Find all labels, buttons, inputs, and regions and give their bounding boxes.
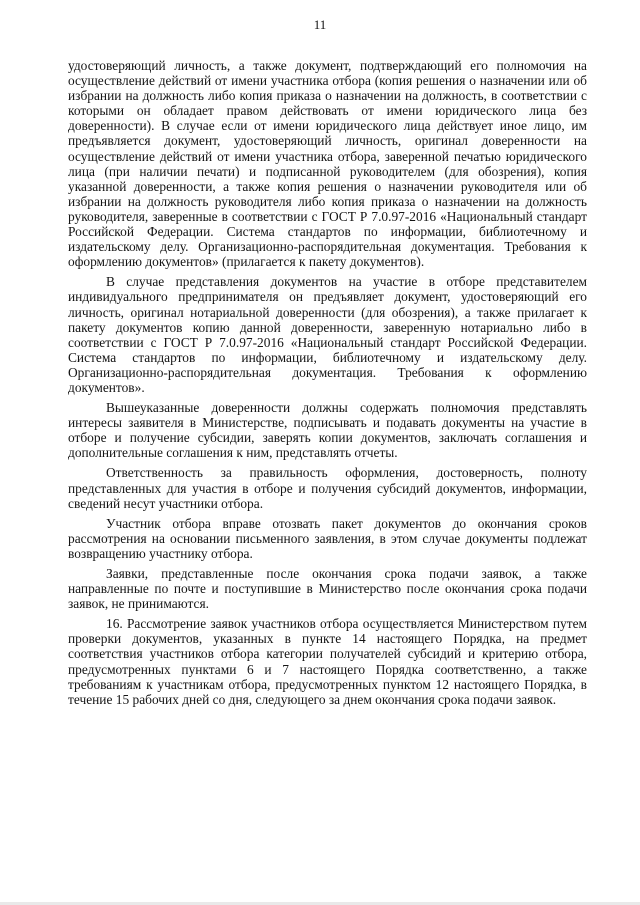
page-number: 11 [313,17,327,32]
paragraph-clause-16: 16. Рассмотрение заявок участников отбора осуществляется Министерством путем проверки документов, указанных в пункте 14 настоящего Порядка, на предмет соответствия участников отбора категории получателей субсидий и критерию отбора, предусмотренных пунктами 6 и 7 настоящего Порядка соответственно, а также требованиям к участникам отбора, предусмотренных пунктом 12 настоящего Порядка, в течение 15 рабочих дней со дня, следующего за днем окончания срока подачи заявок. [68,616,587,707]
document-body [68,58,587,712]
paragraph-responsibility: Ответственность за правильность оформления, достоверность, полноту представленных для участия в отборе и получения субсидий документов, информации, сведений несут участники отбора. [68,465,587,511]
paragraph-withdrawal: Участник отбора вправе отозвать пакет документов до окончания сроков рассмотрения на основании письменного заявления, в этом случае документы подлежат возвращению участнику отбора. [68,515,587,561]
paragraph-continuation: удостоверяющий личность, а также документ, подтверждающий его полномочия на осуществление действий от имени участника отбора (копия решения о назначении или об избрании на должность либо копия приказа о назначении на должность, в соответствии с которыми он обладает правом действовать от имени юридического лица без доверенности). В случае если от имени юридического лица действует иное лицо, им предъявляется документ, удостоверяющий личность, оригинал доверенности на осуществление действий от имени участника отбора, заверенной печатью юридического лица (при наличии печати) и подписанной руководителем (для обозрения), копия указанной доверенности, а также копия решения о назначении руководителя или об избрании на должность руководителя либо копия приказа о назначении на должность руководителя, заверенные в соответствии с ГОСТ Р 7.0.97-2016 «Национальный стандарт Российской Федерации. Система стандартов по информации, библиотечному и издательскому делу. Организационно-распорядительная документация. Требования к оформлению документов» (прилагается к пакету документов). [68,58,587,270]
paragraph-late-applications: Заявки, представленные после окончания срока подачи заявок, а также направленные по почте и поступившие в Министерство после окончания срока подачи заявок, не принимаются. [68,566,587,612]
paragraph-powers-of-attorney: Вышеуказанные доверенности должны содержать полномочия представлять интересы заявителя в Министерстве, подписывать и подавать документы на участие в отборе и получение субсидии, заверять копии документов, заключать соглашения и дополнительные соглашения к ним, представлять отчеты. [68,400,587,461]
paragraph-representative: В случае представления документов на участие в отборе представителем индивидуального предпринимателя он предъявляет документ, удостоверяющий его личность, оригинал нотариальной доверенности (для обозрения), а также прилагает к пакету документов копию данной доверенности, заверенную нотариально либо в соответствии с ГОСТ Р 7.0.97-2016 «Национальный стандарт Российской Федерации. Система стандартов по информации, библиотечному и издательскому делу. Организационно-распорядительная документация. Требования к оформлению документов». [68,274,587,395]
